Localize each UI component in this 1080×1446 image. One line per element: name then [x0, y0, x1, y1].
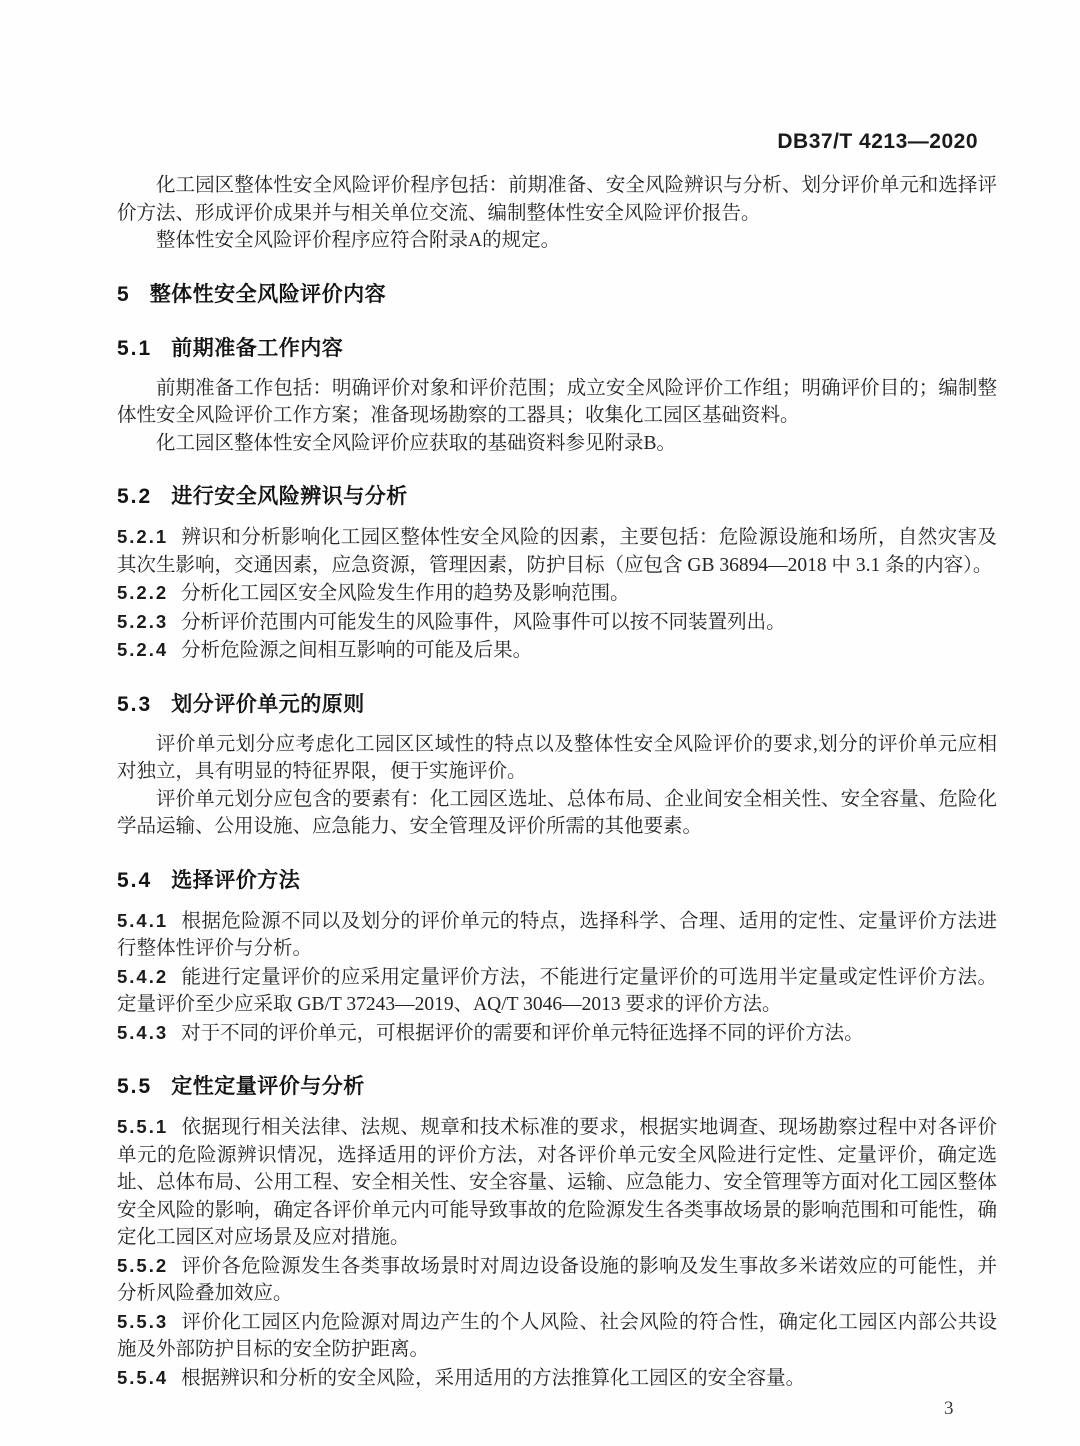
section-5-1-heading [117, 335, 997, 363]
clause-number: 5.2.2 [117, 582, 169, 603]
paragraph: 评价单元划分应考虑化工园区区域性的特点以及整体性安全风险评价的要求,划分的评价单元应相对独立，具有明显的特征界限，便于实施评价。 [117, 733, 997, 782]
section-5-heading [117, 281, 997, 309]
clause-number: 5.5.4 [117, 1366, 169, 1388]
clause-text: 根据危险源不同以及划分的评价单元的特点，选择科学、合理、适用的定性、定量评价方法进行整体性评价与分析。 [117, 910, 997, 959]
clause-text: 分析化工园区安全风险发生作用的趋势及影响范围。 [181, 583, 630, 604]
clause-number: 5.5.2 [117, 1254, 169, 1276]
section-5-2-heading [117, 483, 997, 511]
clause-text: 分析评价范围内可能发生的风险事件，风险事件可以按不同装置列出。 [181, 611, 786, 633]
clause-5-5-3 [117, 1308, 997, 1364]
clause-text: 对于不同的评价单元，可根据评价的需要和评价单元特征选择不同的评价方法。 [181, 1022, 864, 1044]
clause-text: 评价各危险源发生各类事故场景时对周边设备设施的影响及发生事故多米诺效应的可能性，并分析风险叠加效应。 [117, 1255, 997, 1304]
clause-text: 根据辨识和分析的安全风险，采用适用的方法推算化工园区的安全容量。 [181, 1367, 806, 1389]
clause-5-4-1 [117, 907, 997, 963]
section-number: 5.1 [117, 336, 153, 360]
section-5-3-heading [117, 691, 997, 719]
section-number: 5.5 [117, 1075, 153, 1098]
clause-5-4-2 [117, 963, 997, 1019]
section-title: 前期准备工作内容 [171, 336, 344, 360]
clause-5-2-1 [117, 523, 997, 579]
paragraph: 化工园区整体性安全风险评价应获取的基础资料参见附录B。 [156, 432, 677, 454]
clause-text: 分析危险源之间相互影响的可能及后果。 [181, 640, 533, 661]
page-number: 3 [944, 1398, 954, 1419]
clause-5-4-3 [117, 1019, 997, 1048]
clause-number: 5.5.3 [117, 1310, 169, 1332]
clause-number: 5.4.2 [117, 965, 169, 987]
section-5-5-heading [117, 1073, 997, 1101]
paragraph: 前期准备工作包括：明确评价对象和评价范围；成立安全风险评价工作组；明确评价目的；编制整体性安全风险评价工作方案；准备现场勘察的工器具；收集化工园区基础资料。 [117, 377, 997, 426]
section-title: 划分评价单元的原则 [171, 692, 365, 716]
section-title: 选择评价方法 [171, 868, 301, 892]
section-number: 5.3 [117, 692, 153, 716]
clause-number: 5.4.1 [117, 909, 169, 931]
clause-5-2-3 [117, 608, 997, 637]
clause-number: 5.2.1 [117, 526, 169, 547]
clause-5-2-2 [117, 579, 997, 608]
section-5-4-heading [117, 867, 997, 895]
clause-text: 依据现行相关法律、法规、规章和技术标准的要求，根据实地调查、现场勘察过程中对各评价单元的危险源辨识情况，选择适用的评价方法，对各评价单元安全风险进行定性、定量评价，确定选址、总体布局、公用工程、安全相关性、安全容量、运输、应急能力、安全管理等方面对化工园区整体安全风险的影响，确定各评价单元内可能导致事故的危险源发生各类事故场景的影响范围和可能性，确定化工园区对应场景及应对措施。 [117, 1117, 997, 1248]
section-title: 进行安全风险辨识与分析 [171, 485, 408, 508]
clause-5-5-1 [117, 1113, 997, 1252]
clause-number: 5.2.3 [117, 610, 169, 632]
document-body [117, 172, 997, 1392]
clause-5-2-4 [117, 636, 997, 665]
clause-number: 5.5.1 [117, 1116, 169, 1137]
paragraph: 评价单元划分应包含的要素有：化工园区选址、总体布局、企业间安全相关性、安全容量、危险化学品运输、公用设施、应急能力、安全管理及评价所需的其他要素。 [117, 788, 997, 837]
clause-5-5-4 [117, 1364, 997, 1393]
clause-text: 辨识和分析影响化工园区整体性安全风险的因素，主要包括：危险源设施和场所，自然灾害及其次生影响，交通因素，应急资源，管理因素，防护目标（应包含 GB 36894—2018 中 3.1 条的内容）。 [117, 527, 997, 576]
clause-text: 能进行定量评价的应采用定量评价方法，不能进行定量评价的可选用半定量或定性评价方法。定量评价至少应采取 GB/T 37243—2019、AQ/T 3046—2013 要求的评价方法。 [117, 966, 997, 1015]
section-title: 定性定量评价与分析 [171, 1075, 365, 1098]
section-number: 5 [117, 282, 131, 306]
section-number: 5.4 [117, 868, 153, 892]
clause-5-5-2 [117, 1252, 997, 1308]
clause-number: 5.4.3 [117, 1021, 169, 1043]
paragraph: 化工园区整体性安全风险评价程序包括：前期准备、安全风险辨识与分析、划分评价单元和选择评价方法、形成评价成果并与相关单位交流、编制整体性安全风险评价报告。 [117, 175, 997, 224]
section-title: 整体性安全风险评价内容 [149, 282, 387, 306]
clause-number: 5.2.4 [117, 639, 169, 660]
clause-text: 评价化工园区内危险源对周边产生的个人风险、社会风险的符合性，确定化工园区内部公共设施及外部防护目标的安全防护距离。 [117, 1311, 997, 1360]
document-number-header: DB37/T 4213—2020 [777, 130, 978, 153]
section-number: 5.2 [117, 485, 153, 508]
paragraph: 整体性安全风险评价程序应符合附录A的规定。 [156, 230, 561, 251]
